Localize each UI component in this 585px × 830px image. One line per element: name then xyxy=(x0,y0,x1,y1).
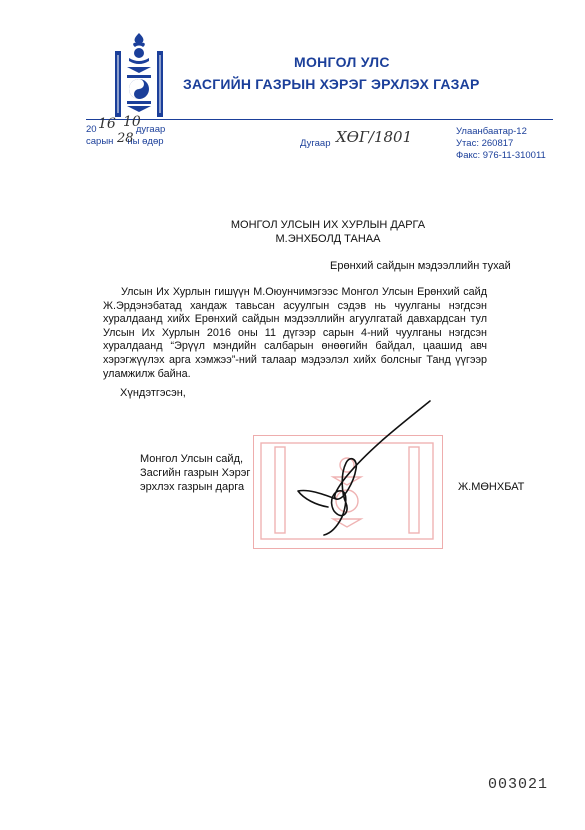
address: Улаанбаатар-12 xyxy=(456,126,527,137)
closing: Хүндэтгэсэн, xyxy=(120,387,186,399)
handwritten-signature xyxy=(250,395,450,540)
handwritten-number: ХӨГ/1801 xyxy=(336,128,413,146)
date-line2-suffix: ны өдөр xyxy=(127,136,164,147)
header-rule xyxy=(86,119,553,120)
date-suffix: дугаар xyxy=(135,124,166,135)
org-line1: МОНГОЛ УЛС xyxy=(294,54,390,70)
fax: Факс: 976-11-310011 xyxy=(456,150,546,161)
signatory-title2: Засгийн газрын Хэрэг xyxy=(140,467,251,479)
signatory-name: Ж.МӨНХБАТ xyxy=(458,481,525,493)
signatory-title3: эрхлэх газрын дарга xyxy=(140,481,245,493)
handwritten-month: 10 xyxy=(123,114,141,130)
signatory-title1: Монгол Улсын сайд, xyxy=(140,453,244,465)
body-paragraph xyxy=(103,286,487,381)
page-number: 003021 xyxy=(488,776,549,793)
handwritten-day: 28 xyxy=(117,131,134,146)
soyombo-emblem-icon xyxy=(111,31,167,119)
date-prefix: 20 xyxy=(86,124,97,135)
subject-line: Ерөнхий сайдын мэдээллийн тухай xyxy=(330,260,511,272)
org-line2: ЗАСГИЙН ГАЗРЫН ХЭРЭГ ЭРХЛЭХ ГАЗАР xyxy=(183,76,480,92)
recipient-line1: МОНГОЛ УЛСЫН ИХ ХУРЛЫН ДАРГА xyxy=(230,219,426,231)
phone: Утас: 260817 xyxy=(456,138,514,149)
number-label: Дугаар xyxy=(300,138,331,149)
body-text: Улсын Их Хурлын гишүүн М.Оюунчимэгээс Монгол Улсын Ерөнхий сайд Ж.Эрдэнэбатад хандаж тавьсан асуулгын сэдэв нь чуулганы нэгдсэн хуралдаанд хийх Ерөнхий сайдын мэдээллийн агуулгатай давхардсан тул Улсын Их Хурлын 2016 оны 11 дүгээр сарын 4-ний чуулганы нэгдсэн хуралдаанд “Эрүүл мэндийн салбарын өнөөгийн байдал, цаашид авч хэрэгжүүлэх арга хэмжээ”-ний талаар мэдээлэл хийх болсныг Танд үүгээр уламжилж байна. xyxy=(103,286,487,380)
recipient-line2: М.ЭНХБОЛД ТАНАА xyxy=(275,233,381,245)
handwritten-year: 16 xyxy=(98,116,116,132)
date-line2-prefix: сарын xyxy=(86,136,114,147)
